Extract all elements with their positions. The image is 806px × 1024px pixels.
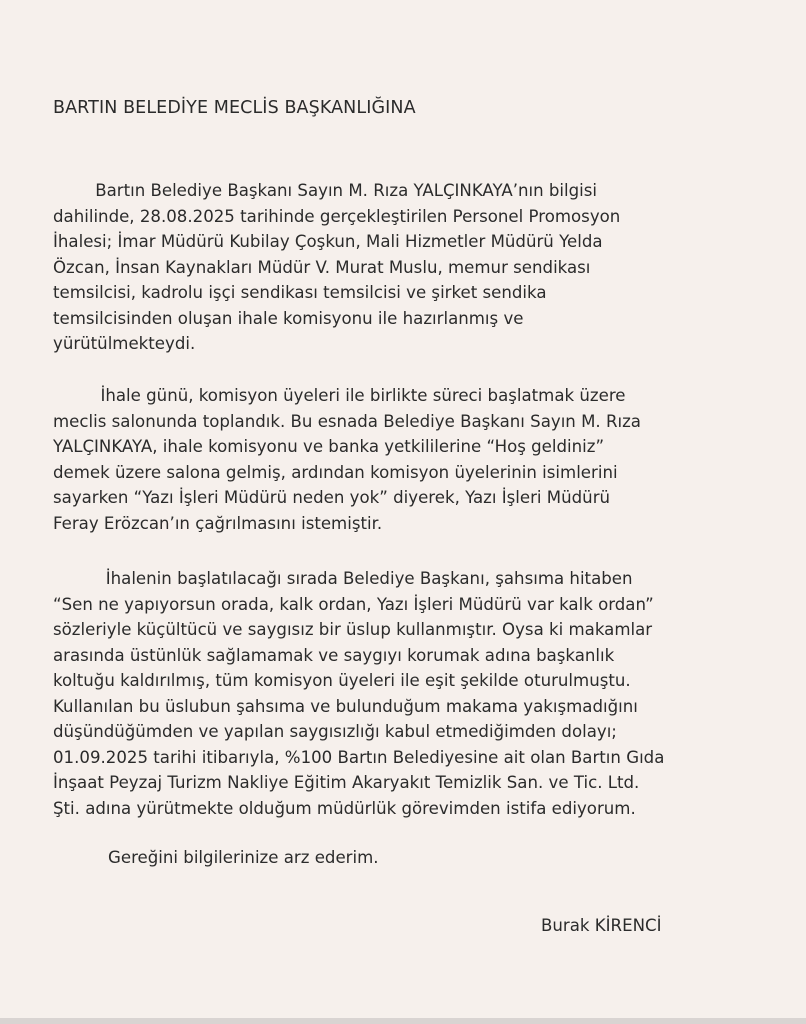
paragraph-line: koltuğu kaldırılmış, tüm komisyon üyeleri ile eşit şekilde oturulmuştu. [53,671,631,690]
paragraph-line: demek üzere salona gelmiş, ardından komisyon üyelerinin isimlerini [53,462,618,482]
paragraph-line: dahilinde, 28.08.2025 tarihinde gerçekleştirilen Personel Promosyon [53,206,621,226]
paragraph-line: İnşaat Peyzaj Turizm Nakliye Eğitim Akaryakıt Temizlik San. ve Tic. Ltd. [53,773,640,792]
paragraph-line: sayarken “Yazı İşleri Müdürü neden yok” diyerek, Yazı İşleri Müdürü [53,488,611,507]
paragraph-line: Kullanılan bu üslubun şahsıma ve bulunduğum makama yakışmadığını [53,696,638,716]
paragraph-line: düşündüğümden ve yapılan saygısızlığı kabul etmediğimden dolayı; [53,722,617,741]
paragraph-line: İhalenin başlatılacağı sırada Belediye Başkanı, şahsıma hitaben [53,569,633,588]
paragraph-line: YALÇINKAYA, ihale komisyonu ve banka yetkililerine “Hoş geldiniz” [53,437,605,456]
paragraph-1 [53,178,743,357]
paragraph-3 [53,566,743,821]
paragraph-line: sözleriyle küçültücü ve saygısız bir üslup kullanmıştır. Oysa ki makamlar [53,620,653,639]
paragraph-line: İhale günü, komisyon üyeleri ile birlikte süreci başlatmak üzere [53,386,626,405]
signature-name: Burak KİRENCİ [541,916,662,935]
paragraph-line: Feray Erözcan’ın çağrılmasını istemiştir. [53,513,383,533]
paragraph-line: Bartın Belediye Başkanı Sayın M. Rıza YALÇINKAYA’nın bilgisi [53,181,598,200]
paragraph-line: Şti. adına yürütmekte olduğum müdürlük görevimden istifa ediyorum. [53,798,636,818]
paragraph-line: arasında üstünlük sağlamamak ve saygıyı korumak adına başkanlık [53,645,615,665]
letter-recipient: BARTIN BELEDİYE MECLİS BAŞKANLIĞINA [53,98,416,118]
paragraph-line: Özcan, İnsan Kaynakları Müdür V. Murat Muslu, memur sendikası [53,257,591,277]
paragraph-line: temsilcisi, kadrolu işçi sendikası temsilcisi ve şirket sendika [53,283,547,302]
paragraph-line: 01.09.2025 tarihi itibarıyla, %100 Bartın Belediyesine ait olan Bartın Gıda [53,747,665,767]
paragraph-line: meclis salonunda toplandık. Bu esnada Belediye Başkanı Sayın M. Rıza [53,411,641,431]
paragraph-line: yürütülmekteydi. [53,334,196,353]
paragraph-line: “Sen ne yapıyorsun orada, kalk ordan, Yazı İşleri Müdürü var kalk ordan” [53,594,654,614]
paragraph-line: İhalesi; İmar Müdürü Kubilay Çoşkun, Mali Hizmetler Müdürü Yelda [53,232,603,251]
paragraph-line: temsilcisinden oluşan ihale komisyonu ile hazırlanmış ve [53,308,524,328]
paragraph-2 [53,383,743,536]
bottom-edge [0,1018,806,1024]
closing-line: Gereğini bilgilerinize arz ederim. [108,848,379,867]
